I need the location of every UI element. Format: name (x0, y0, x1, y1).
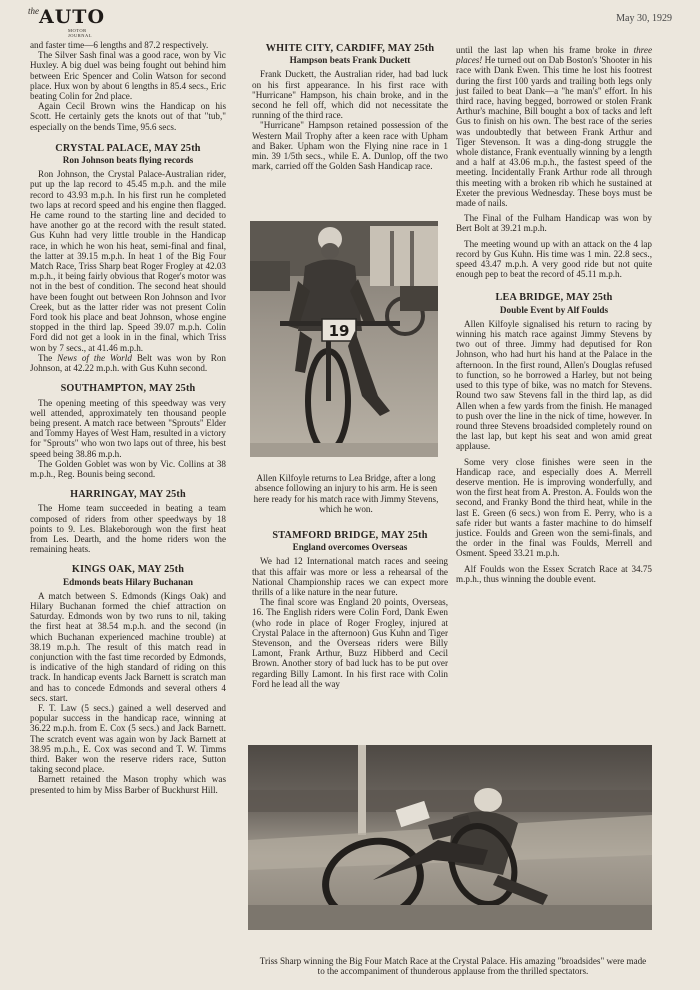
paragraph: Ron Johnson, the Crystal Palace-Australian rider, put up the lap record to 45.45 m.p.h. and the mile record to 43.93 m.p.h. In his first run he completed two laps at record speed and his engine then flagged. He came round to the starting line and decided to have another go at the record with the result stated. Gus Kuhn had very little trouble in the Handicap race, in which he won his heat, semi-final and final, the latter at 39.15 m.p.h. In heat 1 of the Big Four Match Race, Triss Sharp beat Roger Frogley at 42.03 m.p.h., it being fairly obvious that Roger's motor was not in the best of condition. The second heat should have been fought out between Ron Johnson and Ivor Creek, but as the latter rider was not present Colin Ford took his place and beat Johnson, whose engine stopped in the third lap. Speed 39.07 m.p.h. Colin Ford did not get a look in in the final, which Triss won by 7 secs., at 41.46 m.p.h. (30, 169, 226, 353)
section-heading-kings-oak: KINGS OAK, MAY 25th (71, 564, 185, 576)
publication-title: News of the World (57, 352, 132, 363)
text-run: until the last lap when his frame broke in (456, 45, 634, 55)
paragraph: The Final of the Fulham Handicap was won by Bert Bolt at 39.21 m.p.h. (456, 213, 652, 234)
paragraph: and faster time—6 lengths and 87.2 respectively. (30, 40, 209, 50)
photo-caption-kilfoyle: Allen Kilfoyle returns to Lea Bridge, after a long absence following an injury to his arm. He is seen here ready for his match race with Jimmy Stevens, which he won. (253, 473, 439, 514)
masthead (28, 6, 106, 38)
paragraph: A match between S. Edmonds (Kings Oak) and Hilary Buchanan formed the chief attraction on Saturday. Edmonds won by two runs to nil, taking the first heat at 38.54 m.p.h. and the second (in which Buchanan experienced machine trouble) at 38.19 m.p.h. The result of this match read in conjunction with the fast time recorded by Edmonds, is indicative of the high standard of riding on this track. In handicap events Jack Barnett is scratch man and has to concede Edmonds and several others 4 secs. start. (30, 590, 226, 703)
section-subheading: Edmonds beats Hilary Buchanan (63, 576, 193, 587)
column-middle-lower (252, 531, 448, 689)
section-heading-lea-bridge: LEA BRIDGE, MAY 25th (495, 292, 613, 304)
emphasis-text: three places! (456, 45, 652, 66)
column-left (30, 40, 226, 795)
rider-photo-triss-sharp (248, 745, 652, 930)
masthead-the: the (28, 6, 39, 16)
paragraph: Barnett retained the Mason trophy which was presented to him by Miss Barber of Buckhurst Hill. (30, 774, 226, 795)
section-subheading: Hampson beats Frank Duckett (289, 55, 411, 66)
photo-caption-triss-sharp: Triss Sharp winning the Big Four Match Race at the Crystal Palace. His amazing "broadsides" were made to the accompaniment of thunderous applause from the thrilled spectators. (259, 956, 647, 977)
paragraph: The Golden Goblet was won by Vic. Collins at 38 m.p.h., Reg. Bounis being second. (30, 458, 226, 479)
paragraph: Frank Duckett, the Australian rider, had bad luck on his first appearance. In his first race with "Hurricane" Hampson, his chain broke, and in the second he fell off, which did not necessitate the running of the third race. (252, 69, 448, 121)
paragraph: Some very close finishes were seen in the Handicap race, and especially does A. Merrell deserve mention. He is improving wonderfully, and won the first heat from A. Preston. A. Foulds won the second, and Franky Bond the third heat, while in the last E. Green (6 secs.) won from E. Perry, who is a safe rider but wants a faster machine to do himself justice. Foulds and Green won the semi-finals, and the order in the final was Foulds, Merrell and Osment. Speed 33.21 m.p.h. (456, 456, 652, 559)
section-subheading: Double Event by Alf Foulds (499, 304, 609, 315)
text-run: Belt was won by Ron Johnson, at 42.22 m.p.h. with Gus Kuhn second. (30, 352, 226, 374)
section-subheading: Ron Johnson beats flying records (62, 155, 194, 166)
race-number: 19 (328, 322, 350, 340)
paragraph: We had 12 International match races and seeing that this affair was more or less a rehearsal of the National Championship races we can expect more thrills of a like nature in the near future. (252, 556, 448, 598)
paragraph: "Hurricane" Hampson retained possession of the Western Mail Trophy after a keen race with Upham and Baker. Upham won the Flying nine race in 1 min. 39 1/5th secs., while E. A. Dunlop, off the two mark, carried off the Golden Sash Handicap race. (252, 120, 448, 172)
section-heading-stamford-bridge: STAMFORD BRIDGE, MAY 25th (272, 530, 428, 541)
column-right (456, 45, 652, 584)
column-middle (252, 44, 448, 171)
masthead-subtitle: MOTOR JOURNAL (68, 28, 93, 38)
section-heading-harringay: HARRINGAY, MAY 25th (70, 489, 186, 501)
section-heading-southampton: SOUTHAMPTON, MAY 25th (60, 383, 196, 395)
paragraph: F. T. Law (5 secs.) gained a well deserved and popular success in the handicap race, winning at 36.22 m.p.h. from E. Cox (5 secs.) and Jack Barnett. The scratch event was again won by Jack Barnett at 38.95 m.p.h., E. Cox was second and T. W. Timms third. Baker won the reserve riders race, Sutton taking second place. (30, 702, 226, 775)
paragraph: Again Cecil Brown wins the Handicap on his Scott. He certainly gets the knots out of that "tub," especially on the bends Time, 95.6 secs. (30, 101, 226, 132)
paragraph: Allen Kilfoyle signalised his return to racing by winning his match race against Jimmy Stevens by two out of three. Jimmy had deputised for Ron Johnson, who had hurt his hand at the Palace in the afternoon. In the first round, Allen's Douglas refused to function, so he borrowed a Harley, but not being used to this type of bike, was no match for Stevens. Round two saw Stevens fall in the third lap, as did Allen when a few yards from the finish. He managed to push over the line in the nick of time, however. In round three Stevens broadsided completely round on the last lap, but kept his seat and won amid great applause. (456, 318, 652, 452)
rider-photo-kilfoyle (250, 221, 438, 457)
text-run: The (38, 352, 58, 363)
paragraph: Alf Foulds won the Essex Scratch Race at 34.75 m.p.h., thus winning the double event. (456, 563, 652, 584)
paragraph (456, 45, 652, 208)
paragraph: The final score was England 20 points, Overseas, 16. The English riders were Colin Ford, Dank Ewen (who rode in place of Roger Frogley, injured at Crystal Palace in the afternoon) Gus Kuhn and Tiger Stevenson, and the Overseas riders were Billy Lamont, Frank Arthur, Buzz Hibberd and Cecil Brown. Another story of bad luck has to be put over regarding Billy Lamont. In his first race with Colin Ford he lead all the way (252, 597, 448, 689)
photo-image (250, 221, 438, 457)
paragraph (30, 353, 226, 373)
text-run: He turned out on Dab Boston's 'Shooter in his race with Dank Ewen. This time he lost his footrest during the first 100 yards and trailing both legs only just failed to beat Dank—a "he man's" effort. In his third race, having begged, borrowed or stolen Frank Arthur's machine, Bill bought a box of tacks and left Gus to finish on his own. The best race of the series was undoubtedly that between Frank Arthur and Tiger Stevenson. It was a ding-dong struggle the whole distance, Frank eventually winning by a length and a half at 43.06 m.p.h., the fastest speed of the meeting. Incidentally Frank Arthur rode all through this meeting with a broken rib which he sustained at Exeter the previous Wednesday. These boys must be made of nails. (456, 55, 652, 209)
paragraph: The opening meeting of this speedway was very well attended, approximately ten thousand people being present. A match race between "Sprouts" Elder and Tommy Hayes of West Ham, resulted in a victory for "Sprouts" who won two laps out of three, his best speed being 38.86 m.p.h. (30, 397, 226, 459)
photo-image (248, 745, 652, 930)
issue-date: May 30, 1929 (616, 13, 672, 24)
section-subheading: England overcomes Overseas (292, 542, 408, 553)
masthead-title: AUTO (39, 6, 106, 28)
paragraph: The Silver Sash final was a good race, won by Vic Huxley. A big duel was being fought out behind him between Eric Spencer and Colin Watson for second place. Hux won by about 6 lengths in 85.4 secs., Eric beating Colin for 2nd place. (30, 50, 226, 102)
section-heading-crystal-palace: CRYSTAL PALACE, MAY 25th (55, 142, 201, 154)
paragraph: The meeting wound up with an attack on the 4 lap record by Gus Kuhn. His time was 1 min. 22.8 secs., speed 43.47 m.p.h. A very good ride but not quite enough pep to beat the record of 45.11 m.p.h. (456, 238, 652, 280)
paragraph: The Home team succeeded in beating a team composed of riders from other speedways by 18 points to 9. Les. Blakeborough won the first heat from Les. Dearth, and the home riders won the remaining heats. (30, 503, 226, 555)
section-heading-white-city: WHITE CITY, CARDIFF, MAY 25th (265, 43, 435, 54)
